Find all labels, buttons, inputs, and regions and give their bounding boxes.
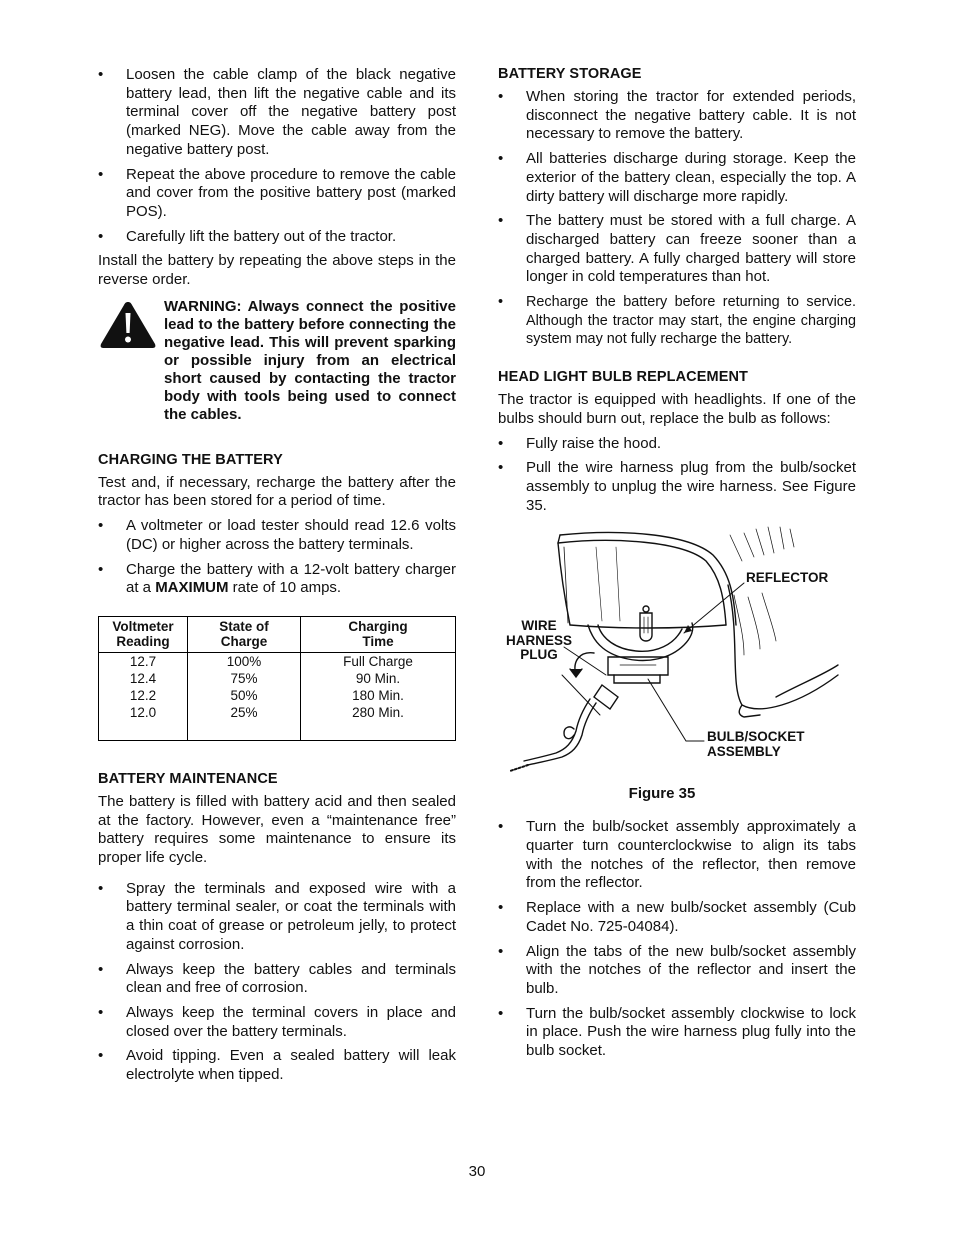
charging-text-a: Charge the battery with a 12-volt battery charger at a bbox=[126, 560, 456, 597]
table-row bbox=[99, 670, 456, 687]
list-item: • Replace with a new bulb/socket assembly (Cub Cadet No. 725-04084). bbox=[498, 899, 856, 936]
maintenance-heading: BATTERY MAINTENANCE bbox=[98, 770, 278, 787]
removal-steps-list bbox=[98, 66, 456, 246]
voltage-table bbox=[98, 616, 456, 741]
warning-text: WARNING: Always connect the positive lead to the battery before connecting the negative lead. This will prevent sparking or possible injury from an electrical short caused by contacting the tractor body with tools being used to connect the cables. bbox=[164, 297, 456, 423]
list-item: • Repeat the above procedure to remove the cable and cover from the positive battery post (marked POS). bbox=[98, 166, 456, 222]
list-item: • Carefully lift the battery out of the tractor. bbox=[98, 228, 456, 247]
table-header-row bbox=[99, 616, 456, 652]
table-cell: 12.4 bbox=[99, 670, 188, 687]
column-header: Voltmeter Reading bbox=[99, 616, 188, 652]
charging-heading: CHARGING THE BATTERY bbox=[98, 451, 283, 468]
maintenance-intro: The battery is filled with battery acid and then sealed at the factory. However, even a “maintenance free” battery requires some maintenance to ensure its proper life cycle. bbox=[98, 792, 456, 867]
table-cell: 12.7 bbox=[99, 652, 188, 670]
list-item: • A voltmeter or load tester should read 12.6 volts (DC) or higher across the battery terminals. bbox=[98, 517, 456, 554]
table-cell: 180 Min. bbox=[301, 687, 456, 704]
list-item: • Turn the bulb/socket assembly clockwise to lock in place. Push the wire harness plug fully into the bulb socket. bbox=[498, 1005, 856, 1061]
headlight-list bbox=[498, 435, 856, 516]
charging-intro: Test and, if necessary, recharge the battery after the tractor has been stored for a period of time. bbox=[98, 473, 456, 510]
table-cell: Full Charge bbox=[301, 652, 456, 670]
table-cell: 90 Min. bbox=[301, 670, 456, 687]
headlight-heading: HEAD LIGHT BULB REPLACEMENT bbox=[498, 369, 748, 386]
table-cell: 12.2 bbox=[99, 687, 188, 704]
replacement-steps-list bbox=[498, 818, 856, 1060]
storage-heading: BATTERY STORAGE bbox=[498, 66, 642, 82]
charging-emphasis: MAXIMUM bbox=[155, 579, 229, 597]
right-column bbox=[498, 66, 856, 1067]
bulb-socket-label: BULB/SOCKET ASSEMBLY bbox=[707, 729, 805, 759]
table-row bbox=[99, 704, 456, 721]
table-row bbox=[99, 687, 456, 704]
column-header: State of Charge bbox=[188, 616, 301, 652]
left-column bbox=[98, 66, 456, 1091]
list-item: • Spray the terminals and exposed wire with a battery terminal sealer, or coat the terminals with a thin coat of grease or petroleum jelly, to protect against corrosion. bbox=[98, 880, 456, 955]
list-item bbox=[98, 561, 456, 598]
headlight-intro: The tractor is equipped with headlights. If one of the bulbs should burn out, replace the bulb as follows: bbox=[498, 391, 856, 427]
list-item: • Always keep the battery cables and terminals clean and free of corrosion. bbox=[98, 961, 456, 998]
page-number: 30 bbox=[468, 1163, 486, 1180]
list-item: • The battery must be stored with a full charge. A discharged battery can freeze sooner than a charged battery. A fully charged battery will store longer in cold temperatures than hot. bbox=[498, 212, 856, 287]
storage-list bbox=[498, 88, 856, 349]
warning-triangle-icon bbox=[98, 300, 158, 350]
list-item: • Align the tabs of the new bulb/socket assembly with the notches of the reflector and insert the bulb. bbox=[498, 943, 856, 999]
table-cell: 12.0 bbox=[99, 704, 188, 721]
table-cell: 100% bbox=[188, 652, 301, 670]
reflector-label: REFLECTOR bbox=[746, 570, 829, 586]
list-item: • Recharge the battery before returning to service. Although the tractor may start, the engine charging system may not fully recharge the battery. bbox=[498, 293, 856, 349]
charging-list bbox=[98, 517, 456, 598]
list-item: • Avoid tipping. Even a sealed battery will leak electrolyte when tipped. bbox=[98, 1047, 456, 1084]
table-cell: 75% bbox=[188, 670, 301, 687]
list-item: • Turn the bulb/socket assembly approximately a quarter turn counterclockwise to align its tabs with the notches of the reflector, then remove from the reflector. bbox=[498, 818, 856, 893]
figure-caption: Figure 35 bbox=[628, 785, 696, 803]
table-filler-row bbox=[99, 721, 456, 741]
list-item: • Fully raise the hood. bbox=[498, 435, 856, 454]
list-item: • When storing the tractor for extended periods, disconnect the negative battery cable. It is not necessary to remove the battery. bbox=[498, 88, 856, 144]
list-item: • Always keep the terminal covers in place and closed over the battery terminals. bbox=[98, 1004, 456, 1041]
table-cell: 50% bbox=[188, 687, 301, 704]
install-paragraph: Install the battery by repeating the above steps in the reverse order. bbox=[98, 252, 456, 289]
list-item: • Loosen the cable clamp of the black negative battery lead, then lift the negative cable and its terminal cover off the negative battery post (marked NEG). Move the cable away from the negative battery post. bbox=[98, 66, 456, 160]
list-item: • Pull the wire harness plug from the bulb/socket assembly to unplug the wire harness. See Figure 35. bbox=[498, 459, 856, 515]
table-cell: 280 Min. bbox=[301, 704, 456, 721]
table-cell: 25% bbox=[188, 704, 301, 721]
warning-box bbox=[98, 298, 456, 424]
maintenance-list bbox=[98, 880, 456, 1085]
list-item: • All batteries discharge during storage. Keep the exterior of the battery clean, especially the top. A dirty battery will discharge more rapidly. bbox=[498, 150, 856, 206]
column-header: Charging Time bbox=[301, 616, 456, 652]
figure-35 bbox=[498, 525, 856, 775]
table-row bbox=[99, 652, 456, 670]
wire-harness-label: WIRE HARNESS PLUG bbox=[506, 618, 573, 663]
charging-text-b: rate of 10 amps. bbox=[228, 579, 342, 597]
